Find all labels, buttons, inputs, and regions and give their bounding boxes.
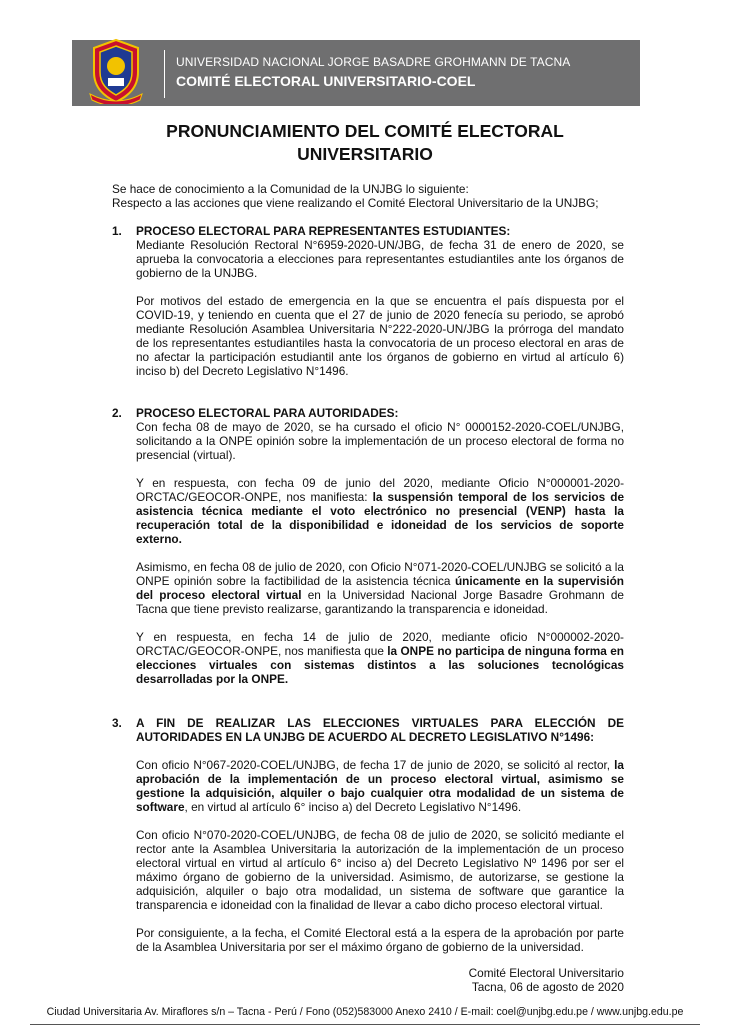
document-title bbox=[100, 120, 630, 166]
section-number: 3. bbox=[112, 716, 122, 730]
section-number: 2. bbox=[112, 406, 122, 420]
emphasis-text: la ONPE no participa de ninguna forma en elecciones virtuales con sistemas distintos a las soluciones tecnológicas desarrolladas por la ONPE. bbox=[136, 644, 624, 686]
title-line-2: UNIVERSITARIO bbox=[297, 144, 433, 164]
intro-line-2: Respecto a las acciones que viene realizando el Comité Electoral Universitario de la UNJBG; bbox=[112, 196, 599, 210]
letterhead-banner bbox=[72, 40, 640, 106]
section-heading: PROCESO ELECTORAL PARA REPRESENTANTES ESTUDIANTES: bbox=[136, 224, 511, 238]
footer-rule bbox=[30, 1024, 700, 1025]
intro-line-1: Se hace de conocimiento a la Comunidad de la UNJBG lo siguiente: bbox=[112, 182, 469, 196]
paragraph: Mediante Resolución Rectoral N°6959-2020-UN/JBG, de fecha 31 de enero de 2020, se aprueba la convocatoria a elecciones para representantes estudiantiles ante los órganos de gobierno de la UNJBG. bbox=[136, 238, 624, 280]
section-1 bbox=[112, 224, 624, 378]
section-2 bbox=[112, 406, 624, 686]
emphasis-text: la suspensión temporal de los servicios de asistencia técnica mediante el voto electrónico no presencial (VENP) hasta la recuperación total de la disponibilidad e idoneidad de los servicios de soporte externo. bbox=[136, 490, 625, 546]
section-number: 1. bbox=[112, 224, 122, 238]
paragraph: Por motivos del estado de emergencia en la que se encuentra el país dispuesta por el COVID-19, y teniendo en cuenta que el 27 de junio de 2020 fenecía su periodo, se aprobó mediante Resolución Asamblea Universitaria N°222-2020-UN/JBG la prórroga del mandato de los representantes estudiantiles hasta la convocatoria de un proceso electoral en aras de no afectar la participación estudiantil ante los órganos de gobierno en virtud al artículo 6) inciso b) del Decreto Legislativo N°1496. bbox=[136, 294, 624, 378]
paragraph: Con fecha 08 de mayo de 2020, se ha cursado el oficio N° 0000152-2020-COEL/UNJBG, solicitando a la ONPE opinión sobre la implementación de un proceso electoral de forma no presencial (virtual). bbox=[136, 420, 624, 462]
paragraph-text: Con oficio N°067-2020-COEL/UNJBG, de fecha 17 de junio de 2020, se solicitó al rector, bbox=[136, 758, 615, 772]
paragraph-text: Asimismo, en fecha 08 de julio de 2020, con Oficio N°071-2020-COEL/UNJBG se solicitó a la ONPE opinión sobre la factibilidad de la asistencia técnica bbox=[136, 560, 624, 588]
paragraph bbox=[136, 476, 624, 546]
paragraph bbox=[136, 630, 624, 686]
emphasis-text: únicamente en la supervisión del proceso electoral virtual bbox=[136, 574, 624, 602]
signature-block bbox=[400, 966, 624, 994]
paragraph-text: Y en respuesta, en fecha 14 de julio de 2020, mediante oficio N°000002-2020-ORCTAC/GEOCOR-ONPE, nos manifiesta que bbox=[136, 630, 624, 658]
header-divider bbox=[164, 50, 165, 98]
university-seal-icon bbox=[86, 38, 146, 104]
footer-address: Ciudad Universitaria Av. Miraflores s/n – Tacna - Perú / Fono (052)583000 Anexo 2410 / E-mail: coel@unjbg.edu.pe / www.unjbg.edu.pe bbox=[46, 1006, 684, 1018]
signature-date: Tacna, 06 de agosto de 2020 bbox=[471, 980, 624, 994]
intro bbox=[112, 182, 632, 210]
paragraph bbox=[136, 560, 624, 616]
paragraph-text: en la Universidad Nacional Jorge Basadre Grohmann de Tacna que tiene previsto realizarse, garantizando la transparencia e idoneidad. bbox=[136, 588, 624, 616]
paragraph-text: Y en respuesta, con fecha 09 de junio del 2020, mediante Oficio N°000001-2020-ORCTAC/GEOCOR-ONPE, nos manifiesta: bbox=[136, 476, 624, 504]
university-name: UNIVERSIDAD NACIONAL JORGE BASADRE GROHMANN DE TACNA bbox=[176, 55, 571, 69]
paragraph: Con oficio N°070-2020-COEL/UNJBG, de fecha 08 de julio de 2020, se solicitó mediante el rector ante la Asamblea Universitaria la autorización de la implementación de un proceso electoral virtual en virtud al artículo 6° inciso a) del Decreto Legislativo Nº 1496 por ser el máximo órgano de gobierno de la universidad. Asimismo, de autorizarse, se gestione la adquisición, alquiler o bajo otra modalidad, un sistema de software que garantice la transparencia e idoneidad con la finalidad de llevar a cabo dicho proceso electoral virtual. bbox=[136, 828, 624, 912]
section-heading: A FIN DE REALIZAR LAS ELECCIONES VIRTUALES PARA ELECCIÓN DE AUTORIDADES EN LA UNJBG DE ACUERDO AL DECRETO LEGISLATIVO N°1496: bbox=[136, 716, 624, 744]
section-3 bbox=[112, 716, 624, 954]
section-heading: PROCESO ELECTORAL PARA AUTORIDADES: bbox=[136, 406, 399, 420]
emphasis-text: la aprobación de la implementación de un proceso electoral virtual, asimismo se gestione la adquisición, alquiler o bajo cualquier otra modalidad de un sistema de software bbox=[136, 758, 624, 814]
paragraph-text: , en virtud al artículo 6° inciso a) del Decreto Legislativo N°1496. bbox=[184, 800, 522, 814]
committee-name: COMITÉ ELECTORAL UNIVERSITARIO-COEL bbox=[176, 73, 476, 89]
signature-committee: Comité Electoral Universitario bbox=[468, 966, 624, 980]
paragraph: Por consiguiente, a la fecha, el Comité Electoral está a la espera de la aprobación por parte de la Asamblea Universitaria por ser el máximo órgano de gobierno de la universidad. bbox=[136, 926, 624, 954]
title-line-1: PRONUNCIAMIENTO DEL COMITÉ ELECTORAL bbox=[166, 121, 564, 141]
paragraph bbox=[136, 758, 624, 814]
